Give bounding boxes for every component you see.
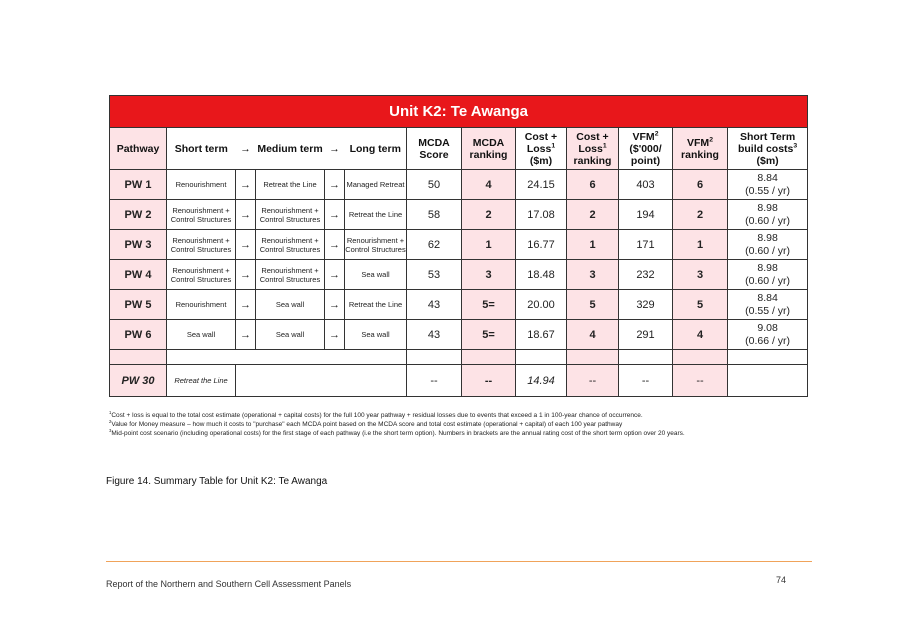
vfm-ranking: 5 [673, 290, 728, 320]
long-term-option: Managed Retreat [345, 170, 407, 200]
empty-cell [728, 350, 808, 365]
mcda-ranking: 3 [462, 260, 516, 290]
vfm: 232 [619, 260, 673, 290]
header-medium-term: Medium term [256, 128, 325, 170]
arrow-icon: → [236, 170, 256, 200]
short-term-option: Renourishment [167, 170, 236, 200]
mcda-score: 58 [407, 200, 462, 230]
arrow-icon: → [236, 320, 256, 350]
cost-loss: 17.08 [516, 200, 567, 230]
empty-cell [673, 350, 728, 365]
mcda-ranking: 4 [462, 170, 516, 200]
cost-loss-ranking: 6 [567, 170, 619, 200]
mcda-score: 43 [407, 320, 462, 350]
footnotes [109, 411, 809, 438]
short-term-option: Renourishment + Control Structures [167, 200, 236, 230]
short-term-option: Sea wall [167, 320, 236, 350]
vfm: 291 [619, 320, 673, 350]
cost-loss: 14.94 [516, 365, 567, 397]
mcda-score: -- [407, 365, 462, 397]
arrow-icon: → [236, 260, 256, 290]
header-short-term: Short term [167, 128, 236, 170]
table-row [110, 320, 808, 350]
medium-term-option: Sea wall [256, 290, 325, 320]
pathway-id: PW 6 [110, 320, 167, 350]
figure-caption: Figure 14. Summary Table for Unit K2: Te Awanga [106, 476, 328, 487]
medium-term-option: Retreat the Line [256, 170, 325, 200]
footer-rule [106, 561, 812, 562]
table-row [110, 290, 808, 320]
mcda-ranking: 1 [462, 230, 516, 260]
medium-term-option: Sea wall [256, 320, 325, 350]
table-row [110, 230, 808, 260]
cost-loss-ranking: -- [567, 365, 619, 397]
short-term-option: Renourishment + Control Structures [167, 230, 236, 260]
header-row [110, 128, 808, 170]
arrow-icon: → [325, 320, 345, 350]
mcda-score: 62 [407, 230, 462, 260]
pathway-id: PW 2 [110, 200, 167, 230]
vfm: -- [619, 365, 673, 397]
mcda-score: 43 [407, 290, 462, 320]
long-term-option: Retreat the Line [345, 290, 407, 320]
page-number: 74 [776, 575, 787, 585]
header-long-term: Long term [345, 128, 407, 170]
short-term-build-cost: 8.98 (0.60 / yr) [728, 200, 808, 230]
mcda-score: 53 [407, 260, 462, 290]
header-pathway: Pathway [110, 128, 167, 170]
vfm-ranking: 1 [673, 230, 728, 260]
cost-loss: 24.15 [516, 170, 567, 200]
header-mcda-score: MCDA Score [407, 128, 462, 170]
header-cost-loss: Cost + Loss$^1$ ($m) [516, 128, 567, 170]
arrow-icon: → [325, 260, 345, 290]
table-title: Unit K2: Te Awanga [110, 96, 808, 128]
empty-cell [110, 350, 167, 365]
vfm-ranking: -- [673, 365, 728, 397]
arrow-icon: → [325, 290, 345, 320]
long-term-option: Sea wall [345, 320, 407, 350]
cost-loss-ranking: 3 [567, 260, 619, 290]
long-term-option: Sea wall [345, 260, 407, 290]
table-row [110, 200, 808, 230]
vfm: 171 [619, 230, 673, 260]
mcda-ranking: 2 [462, 200, 516, 230]
cost-loss-ranking: 5 [567, 290, 619, 320]
short-term-option: Retreat the Line [167, 365, 236, 397]
vfm-ranking: 4 [673, 320, 728, 350]
short-term-build-cost: 8.98 (0.60 / yr) [728, 260, 808, 290]
cost-loss-ranking: 1 [567, 230, 619, 260]
empty-cell [728, 365, 808, 397]
cost-loss-ranking: 2 [567, 200, 619, 230]
footer-text: Report of the Northern and Southern Cell Assessment Panels [106, 579, 352, 589]
mcda-score: 50 [407, 170, 462, 200]
empty-cell [619, 350, 673, 365]
vfm: 194 [619, 200, 673, 230]
short-term-build-cost: 8.98 (0.60 / yr) [728, 230, 808, 260]
short-term-build-cost: 9.08 (0.66 / yr) [728, 320, 808, 350]
footnote: $^2$Value for Money measure – how much it costs to "purchase" each MCDA point based on the MCDA score and total cost estimate (operational + capital) of each 100 year pathway [109, 418, 623, 428]
long-term-option: Renourishment + Control Structures [345, 230, 407, 260]
short-term-build-cost: 8.84 (0.55 / yr) [728, 290, 808, 320]
pathway-id: PW 30 [110, 365, 167, 397]
arrow-icon: → [236, 290, 256, 320]
header-vfm: VFM$^2$ ($'000/ point) [619, 128, 673, 170]
medium-term-option: Renourishment + Control Structures [256, 260, 325, 290]
empty-cell [462, 350, 516, 365]
short-term-build-cost: 8.84 (0.55 / yr) [728, 170, 808, 200]
header-vfm-ranking: VFM$^2$ ranking [673, 128, 728, 170]
vfm-ranking: 3 [673, 260, 728, 290]
header-arrow: → [236, 128, 256, 170]
empty-cell [407, 350, 462, 365]
empty-cell [236, 365, 407, 397]
short-term-option: Renourishment + Control Structures [167, 260, 236, 290]
arrow-icon: → [325, 230, 345, 260]
summary-table [109, 95, 808, 397]
header-cost-loss-ranking: Cost + Loss$^1$ ranking [567, 128, 619, 170]
cost-loss: 20.00 [516, 290, 567, 320]
header-arrow: → [325, 128, 345, 170]
long-term-option: Retreat the Line [345, 200, 407, 230]
cost-loss: 16.77 [516, 230, 567, 260]
vfm-ranking: 6 [673, 170, 728, 200]
cost-loss: 18.48 [516, 260, 567, 290]
arrow-icon: → [236, 200, 256, 230]
arrow-icon: → [325, 170, 345, 200]
mcda-ranking: 5= [462, 290, 516, 320]
arrow-icon: → [236, 230, 256, 260]
empty-cell [516, 350, 567, 365]
vfm-ranking: 2 [673, 200, 728, 230]
table-row [110, 170, 808, 200]
vfm: 403 [619, 170, 673, 200]
cost-loss: 18.67 [516, 320, 567, 350]
pathway-id: PW 1 [110, 170, 167, 200]
mcda-ranking: 5= [462, 320, 516, 350]
header-mcda-ranking: MCDA ranking [462, 128, 516, 170]
pathway-id: PW 3 [110, 230, 167, 260]
medium-term-option: Renourishment + Control Structures [256, 200, 325, 230]
table-row-pw30 [110, 365, 808, 397]
medium-term-option: Renourishment + Control Structures [256, 230, 325, 260]
footnote: $^1$Cost + loss is equal to the total cost estimate (operational + capital costs) for the full 100 year pathway + residual losses due to events that exceed a 1 in 100-year chance of occurrence. [109, 409, 643, 419]
table-row [110, 260, 808, 290]
footnote: $^3$Mid-point cost scenario (including operational costs) for the first stage of each pathway (i.e the short term option). Numbers in brackets are the annual rating cost of the short term option over 20 years. [109, 427, 685, 437]
cost-loss-ranking: 4 [567, 320, 619, 350]
pathway-id: PW 5 [110, 290, 167, 320]
blank-row [110, 350, 808, 365]
header-short-term-build: Short Term build costs$^3$ ($m) [728, 128, 808, 170]
mcda-ranking: -- [462, 365, 516, 397]
pathway-id: PW 4 [110, 260, 167, 290]
arrow-icon: → [325, 200, 345, 230]
short-term-option: Renourishment [167, 290, 236, 320]
vfm: 329 [619, 290, 673, 320]
empty-cell [567, 350, 619, 365]
empty-cell [167, 350, 407, 365]
